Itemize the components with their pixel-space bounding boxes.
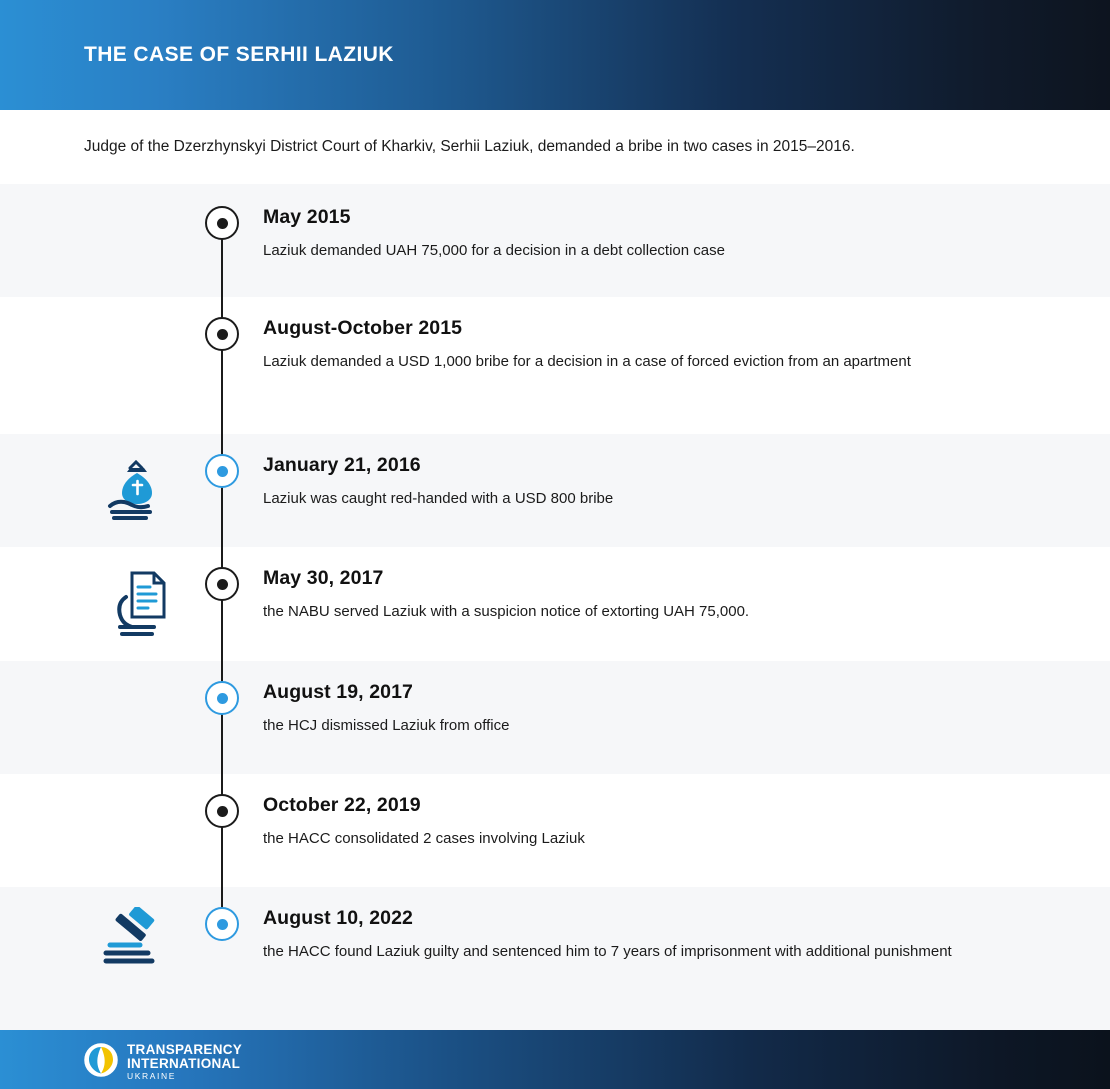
timeline-event-date: January 21, 2016 bbox=[263, 454, 421, 476]
timeline-event-row bbox=[0, 547, 1110, 661]
timeline-marker-inner bbox=[217, 218, 228, 229]
logo-line-3: UKRAINE bbox=[127, 1070, 176, 1081]
timeline-event-description: Laziuk was caught red-handed with a USD 800 bribe bbox=[263, 490, 614, 507]
timeline-event-row bbox=[0, 434, 1110, 547]
timeline-event-content bbox=[254, 206, 1110, 262]
timeline-event-description: Laziuk demanded a USD 1,000 bribe for a decision in a case of forced eviction from an apartment bbox=[263, 353, 911, 370]
timeline-event-content bbox=[254, 567, 1110, 623]
timeline-marker-cell bbox=[190, 454, 254, 488]
intro-text: Judge of the Dzerzhynskyi District Court of Kharkiv, Serhii Laziuk, demanded a bribe in two cases in 2015–2016. bbox=[84, 137, 855, 155]
logo-text-block bbox=[127, 1043, 242, 1081]
timeline-marker-cell bbox=[190, 206, 254, 240]
timeline-event-icon-cell bbox=[0, 907, 190, 969]
timeline-event-date: August 19, 2017 bbox=[263, 681, 413, 703]
timeline-marker-inner bbox=[217, 693, 228, 704]
document-hand-icon bbox=[110, 567, 172, 643]
timeline-marker-inner bbox=[217, 919, 228, 930]
timeline-marker-dot bbox=[205, 206, 239, 240]
timeline-marker-dot bbox=[205, 454, 239, 488]
timeline-event-content bbox=[254, 317, 1110, 373]
timeline-marker-inner bbox=[217, 579, 228, 590]
timeline-event-row bbox=[0, 887, 1110, 1030]
timeline-marker-cell bbox=[190, 681, 254, 715]
header-banner bbox=[0, 0, 1110, 110]
gavel-icon bbox=[98, 907, 172, 969]
timeline-event-date: August-October 2015 bbox=[263, 317, 463, 339]
timeline-event-content bbox=[254, 794, 1110, 850]
timeline-marker-inner bbox=[217, 329, 228, 340]
ti-ukraine-logo-icon bbox=[84, 1043, 118, 1082]
timeline-event-date: May 30, 2017 bbox=[263, 567, 384, 589]
timeline-event-date: October 22, 2019 bbox=[263, 794, 421, 816]
timeline-marker-cell bbox=[190, 907, 254, 941]
footer-banner bbox=[0, 1030, 1110, 1089]
timeline-event-content bbox=[254, 907, 1110, 963]
timeline-marker-cell bbox=[190, 794, 254, 828]
timeline-event-date: May 2015 bbox=[263, 206, 351, 228]
timeline-marker-dot bbox=[205, 794, 239, 828]
timeline-marker-cell bbox=[190, 317, 254, 351]
timeline-event-description: the HACC consolidated 2 cases involving Laziuk bbox=[263, 830, 585, 847]
timeline-event-description: the NABU served Laziuk with a suspicion notice of extorting UAH 75,000. bbox=[263, 603, 750, 620]
timeline-event-description: the HACC found Laziuk guilty and sentenced him to 7 years of imprisonment with additional punishment bbox=[263, 943, 952, 960]
timeline-marker-inner bbox=[217, 806, 228, 817]
timeline-marker-dot bbox=[205, 317, 239, 351]
timeline-marker-dot bbox=[205, 567, 239, 601]
page-title: THE CASE OF SERHII LAZIUK bbox=[84, 43, 394, 66]
organization-logo bbox=[84, 1043, 242, 1082]
timeline-event-row bbox=[0, 661, 1110, 774]
timeline-event-row bbox=[0, 774, 1110, 887]
timeline-event-description: the HCJ dismissed Laziuk from office bbox=[263, 717, 510, 734]
timeline-event-icon-cell bbox=[0, 567, 190, 643]
timeline bbox=[0, 184, 1110, 1030]
timeline-event-description: Laziuk demanded UAH 75,000 for a decision in a debt collection case bbox=[263, 242, 725, 259]
intro-section bbox=[0, 110, 1110, 184]
timeline-marker-cell bbox=[190, 567, 254, 601]
timeline-marker-dot bbox=[205, 681, 239, 715]
money-bag-hand-icon bbox=[100, 454, 172, 526]
timeline-marker-inner bbox=[217, 466, 228, 477]
timeline-event-row bbox=[0, 297, 1110, 434]
logo-line-2: INTERNATIONAL bbox=[127, 1056, 241, 1072]
timeline-event-content bbox=[254, 681, 1110, 737]
timeline-marker-dot bbox=[205, 907, 239, 941]
logo-line-1: TRANSPARENCY bbox=[127, 1041, 243, 1057]
timeline-event-content bbox=[254, 454, 1110, 510]
timeline-event-icon-cell bbox=[0, 454, 190, 526]
timeline-event-date: August 10, 2022 bbox=[263, 907, 413, 929]
timeline-event-row bbox=[0, 184, 1110, 297]
